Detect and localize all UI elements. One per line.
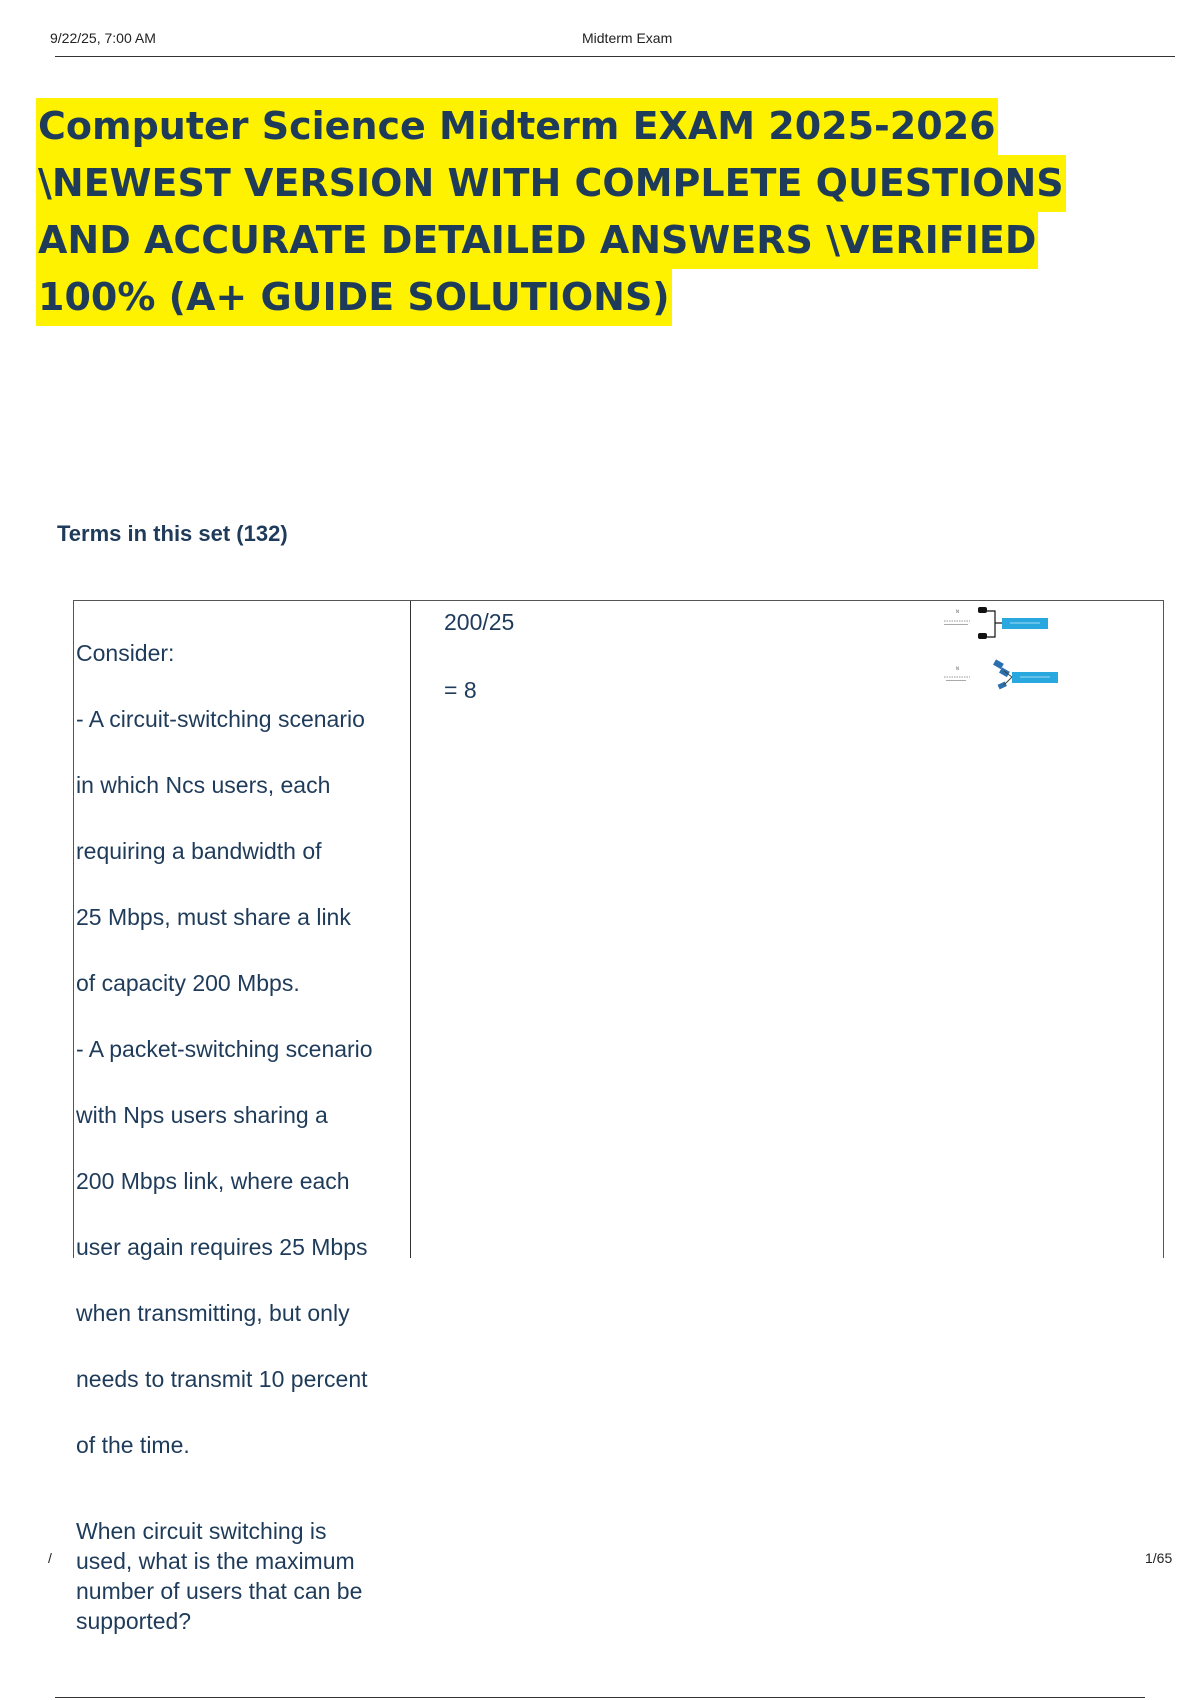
footer-divider <box>55 1697 1145 1698</box>
answer-result: = 8 <box>444 677 477 703</box>
link-box <box>1012 672 1058 683</box>
title-line: \NEWEST VERSION WITH COMPLETE QUESTIONS <box>36 155 1066 212</box>
header-datetime: 9/22/25, 7:00 AM <box>50 30 156 46</box>
question-line: of the time. <box>76 1432 190 1458</box>
question-line: - A circuit-switching scenario <box>76 706 365 732</box>
header-divider <box>55 56 1175 57</box>
question-prompt: When circuit switching is used, what is the maximum number of users that can be supported? <box>76 1518 363 1634</box>
header-doc-title: Midterm Exam <box>582 30 673 46</box>
question-line: 200 Mbps link, where each <box>76 1168 350 1194</box>
svg-text:N: N <box>956 609 959 614</box>
terms-count-heading: Terms in this set (132) <box>57 521 288 546</box>
question-line: with Nps users sharing a <box>76 1102 328 1128</box>
circuit-switched-diagram <box>944 607 1048 639</box>
title-line: 100% (A+ GUIDE SOLUTIONS) <box>36 269 672 326</box>
question-line: when transmitting, but only <box>76 1300 350 1326</box>
title-line: Computer Science Midterm EXAM 2025-2026 <box>36 98 998 155</box>
question-line: of capacity 200 Mbps. <box>76 970 300 996</box>
svg-text:N: N <box>956 666 959 671</box>
question-line: user again requires 25 Mbps <box>76 1234 368 1260</box>
phone-icon <box>978 607 987 613</box>
question-line: 25 Mbps, must share a link <box>76 904 351 930</box>
question-line: Consider: <box>76 640 175 666</box>
link-box <box>1002 618 1048 629</box>
question-text <box>74 601 410 1492</box>
question-line: - A packet-switching scenario <box>76 1036 373 1062</box>
laptop-icon <box>998 681 1007 689</box>
footer-left: / <box>48 1550 52 1566</box>
network-diagram-image <box>940 603 1070 703</box>
phone-icon <box>978 633 987 639</box>
packet-switched-diagram <box>944 659 1058 689</box>
question-line: in which Ncs users, each <box>76 772 331 798</box>
document-title <box>36 98 1176 326</box>
answer-line: 200/25 <box>444 609 515 635</box>
page-number: 1/65 <box>1145 1550 1173 1566</box>
question-line: needs to transmit 10 percent <box>76 1366 368 1392</box>
question-line: requiring a bandwidth of <box>76 838 322 864</box>
question-column <box>74 601 411 1634</box>
title-line: AND ACCURATE DETAILED ANSWERS \VERIFIED <box>36 212 1038 269</box>
